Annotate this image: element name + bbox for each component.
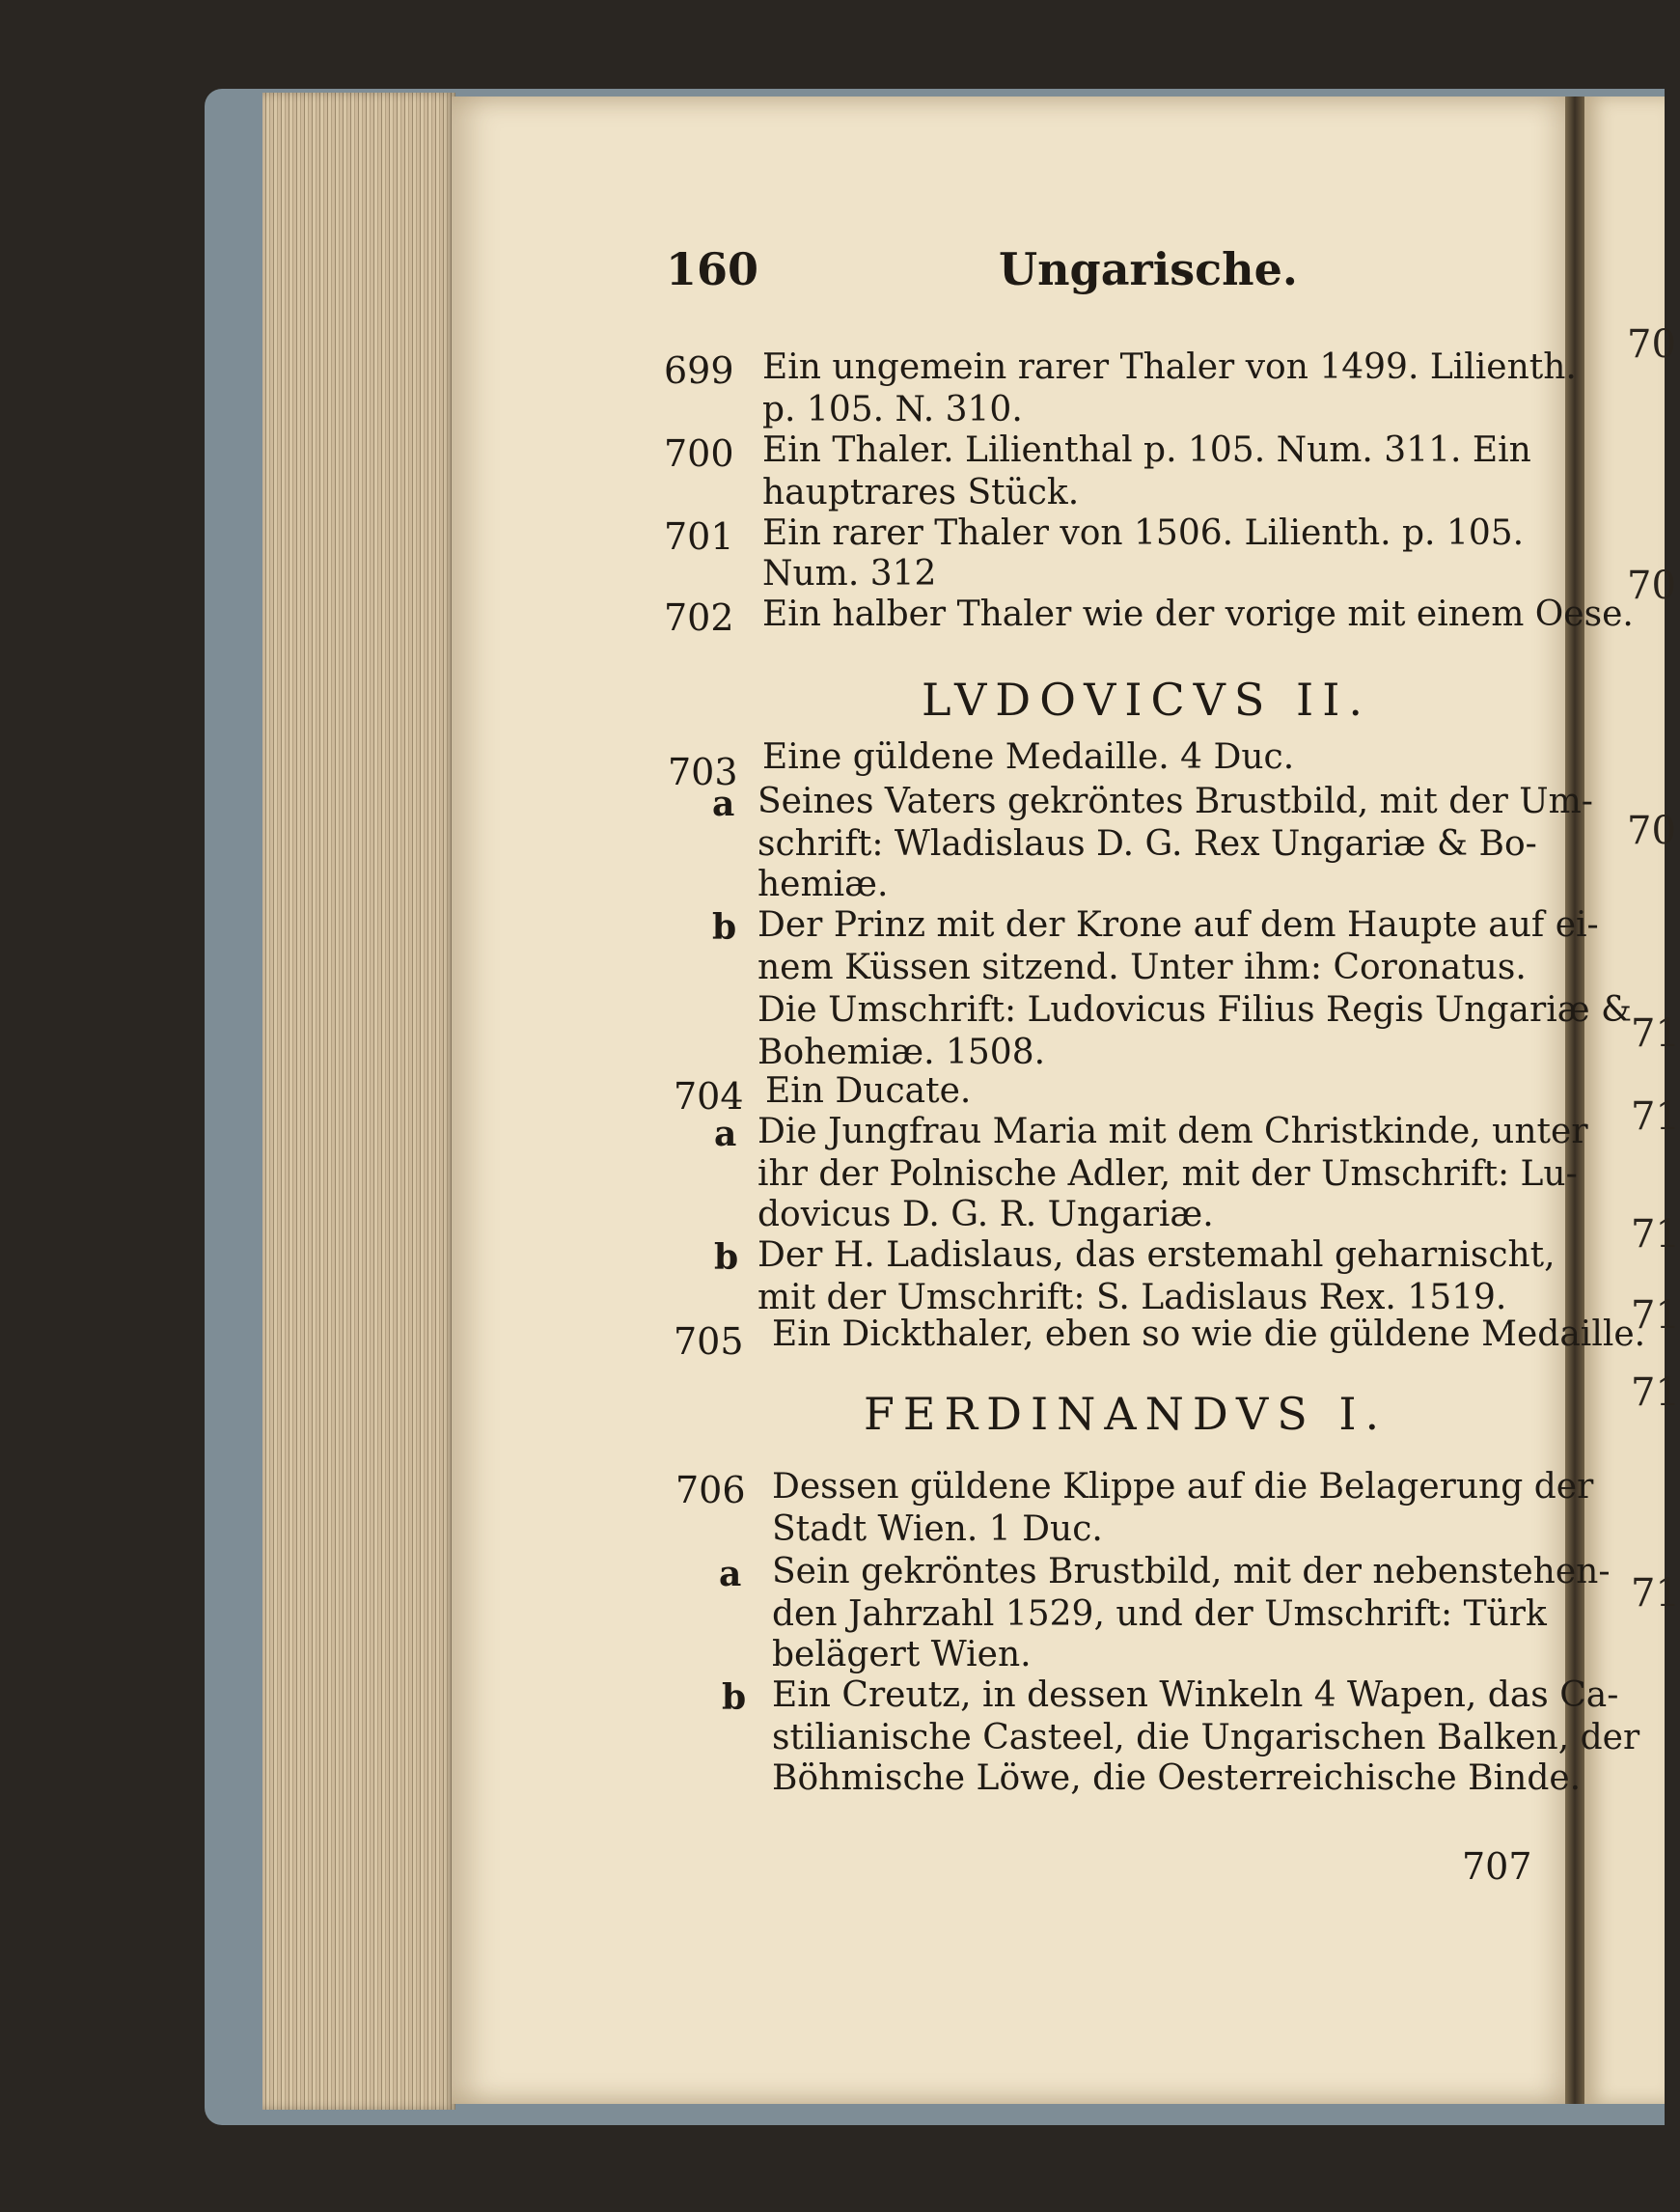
entry-line: mit der Umschrift: S. Ladislaus Rex. 1519. [757, 1278, 1507, 1317]
entry-line: Die Jungfrau Maria mit dem Christkinde, unter [757, 1112, 1588, 1151]
sub-letter: a [719, 1554, 742, 1594]
entry-line: Ein ungemein rarer Thaler von 1499. Lilienth. [762, 347, 1577, 387]
section-title: FERDINANDVS I. [864, 1388, 1389, 1440]
entry-line: Dessen güldene Klippe auf die Belagerung der [772, 1467, 1594, 1507]
section-title: LVDOVICVS II. [922, 674, 1371, 726]
entry-line: Der H. Ladislaus, das erstemahl geharnischt, [757, 1235, 1556, 1275]
entry-line: Ein Ducate. [765, 1071, 972, 1111]
next-page-number: 71 [1631, 1571, 1680, 1616]
entry-number: 699 [664, 349, 734, 392]
next-page-number: 70 [1627, 564, 1676, 608]
entry-line: Ein Dickthaler, eben so wie die güldene Medaille. [772, 1314, 1646, 1354]
entry-line: stilianische Casteel, die Ungarischen Balken, der [772, 1718, 1640, 1757]
entry-line: Stadt Wien. 1 Duc. [772, 1509, 1103, 1549]
entry-line: Der Prinz mit der Krone auf dem Haupte auf ei- [757, 905, 1599, 945]
sub-letter: a [712, 784, 735, 824]
entry-line: ihr der Polnische Adler, mit der Umschrift: Lu- [757, 1154, 1578, 1194]
entry-line: dovicus D. G. R. Ungariæ. [757, 1195, 1214, 1234]
entry-line: Num. 312 [762, 554, 937, 594]
entry-line: Ein Thaler. Lilienthal p. 105. Num. 311. Ein [762, 430, 1531, 470]
entry-line: Bohemiæ. 1508. [757, 1033, 1046, 1072]
entry-line: Ein Creutz, in dessen Winkeln 4 Wapen, das Ca- [772, 1675, 1619, 1715]
page-number: 160 [666, 243, 759, 295]
next-page-number: 71 [1631, 1293, 1680, 1338]
entry-line: belägert Wien. [772, 1635, 1032, 1674]
entry-number: 700 [664, 432, 734, 475]
entry-number: 705 [674, 1320, 744, 1363]
entry-line: Die Umschrift: Ludovicus Filius Regis Ungariæ & [757, 990, 1633, 1030]
entry-number: 704 [674, 1075, 744, 1118]
entry-line: schrift: Wladislaus D. G. Rex Ungariæ & Bo- [757, 824, 1537, 864]
page-edges [262, 93, 455, 2110]
entry-line: hemiæ. [757, 865, 889, 904]
next-page-number: 71 [1631, 1212, 1680, 1257]
sub-letter: b [714, 1237, 739, 1278]
entry-line: p. 105. N. 310. [762, 390, 1023, 429]
next-page-number: 71 [1631, 1011, 1680, 1056]
next-page-number: 71 [1631, 1370, 1680, 1415]
entry-line: Böhmische Löwe, die Oesterreichische Binde. [772, 1758, 1582, 1798]
entry-line: Seines Vaters gekröntes Brustbild, mit der Um- [757, 782, 1593, 821]
entry-line: hauptrares Stück. [762, 473, 1080, 512]
entry-number: 703 [668, 751, 738, 793]
entry-line: nem Küssen sitzend. Unter ihm: Coronatus. [757, 948, 1527, 987]
sub-letter: a [714, 1114, 737, 1154]
next-page-number: 71 [1631, 1094, 1680, 1139]
next-page-number: 70 [1627, 809, 1676, 853]
catchword: 707 [1462, 1845, 1532, 1888]
next-page-number: 70 [1627, 322, 1676, 367]
entry-line: Eine güldene Medaille. 4 Duc. [762, 737, 1295, 777]
entry-line: Ein rarer Thaler von 1506. Lilienth. p. 105. [762, 513, 1525, 553]
entry-line: den Jahrzahl 1529, und der Umschrift: Türk [772, 1594, 1547, 1634]
entry-number: 706 [675, 1469, 746, 1511]
sub-letter: b [712, 907, 737, 948]
running-title: Ungarische. [999, 243, 1298, 295]
entry-line: Sein gekröntes Brustbild, mit der nebenstehen- [772, 1552, 1611, 1591]
entry-line: Ein halber Thaler wie der vorige mit einem Oese. [762, 594, 1634, 634]
entry-number: 702 [664, 596, 734, 639]
entry-number: 701 [664, 515, 734, 558]
book-gutter [1565, 97, 1584, 2104]
sub-letter: b [722, 1677, 747, 1718]
